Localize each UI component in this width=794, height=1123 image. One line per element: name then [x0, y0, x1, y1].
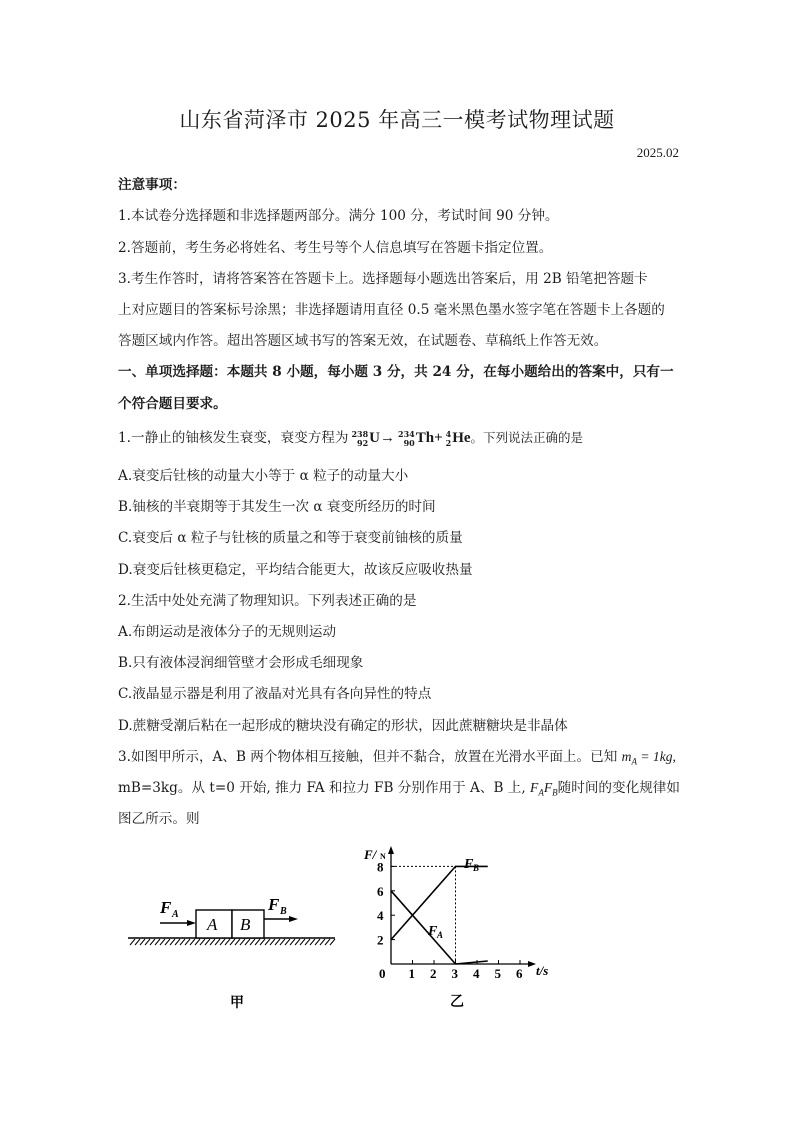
block-a-label: A	[207, 915, 218, 934]
hatch-mark	[265, 939, 270, 945]
notice-item-3-line-2: 上对应题目的答案标号涂黑；非选择题请用直径 0.5 毫米黑色墨水签字笔在答题卡上各题的	[118, 302, 665, 318]
y-axis-label: F/	[364, 847, 377, 862]
y-axis-arrowhead	[388, 846, 394, 854]
section-heading-line-1: 一、单项选择题：本题共 8 小题，每小题 3 分，共 24 分，在每小题给出的答案中，只有一	[118, 364, 674, 380]
x-tick-label: 4	[473, 966, 480, 981]
hatch-mark	[315, 939, 320, 945]
q1-stem-suffix: 。下列说法正确的是	[470, 430, 584, 445]
hatch-mark	[195, 939, 200, 945]
force-a-subscript: A	[538, 787, 544, 798]
hatch-mark	[300, 939, 305, 945]
force-b-symbol: F	[543, 780, 553, 795]
helium-nuclide-numbers	[446, 430, 452, 448]
q1-option-a: A.衰变后钍核的动量大小等于 α 粒子的动量大小	[118, 468, 409, 484]
mass-a-symbol: m	[621, 749, 632, 764]
notice-item-3-line-1: 3.考生作答时，请将答案答在答题卡上。选择题每小题选出答案后，用 2B 铅笔把答题卡	[118, 271, 648, 287]
uranium-symbol: U	[369, 430, 381, 446]
question-2-stem: 2.生活中处处充满了物理知识。下列表述正确的是	[118, 593, 417, 609]
notice-item-1: 1.本试卷分选择题和非选择题两部分。满分 100 分，考试时间 90 分钟。	[118, 208, 559, 224]
figure-jia	[120, 885, 345, 1015]
hatch-mark	[240, 939, 245, 945]
notice-heading: 注意事项：	[118, 177, 186, 193]
hatch-mark	[175, 939, 180, 945]
q1-option-d: D.衰变后钍核更稳定，平均结合能更大，故该反应吸收热量	[118, 562, 473, 578]
hatch-mark	[330, 939, 335, 945]
y-tick-label: 6	[377, 883, 384, 899]
hatch-mark	[190, 939, 195, 945]
hatch-mark	[170, 939, 175, 945]
x-axis-arrowhead	[528, 961, 536, 967]
ground-hatching	[130, 939, 335, 945]
mass-a-value: = 1kg,	[636, 749, 676, 764]
decay-arrow: →	[380, 430, 396, 446]
plus-sign: +	[434, 430, 443, 446]
x-tick-label: 5	[494, 966, 501, 981]
notice-item-2: 2.答题前，考生务必将姓名、考生号等个人信息填写在答题卡指定位置。	[118, 240, 553, 256]
hatch-mark	[220, 939, 225, 945]
hatch-mark	[130, 939, 135, 945]
hatch-mark	[260, 939, 265, 945]
hatch-mark	[185, 939, 190, 945]
thorium-symbol: Th	[415, 430, 435, 446]
series-line-fb	[391, 866, 488, 939]
q3-line1-prefix: 3.如图甲所示，A、B 两个物体相互接触，但并不黏合，放置在光滑水平面上。已知	[118, 749, 622, 765]
thorium-nuclide-numbers	[398, 430, 415, 448]
q2-option-d: D.蔗糖受潮后粘在一起形成的糖块没有确定的形状，因此蔗糖糖块是非晶体	[118, 718, 568, 734]
force-a-label-sub: A	[172, 909, 179, 920]
y-tick-label: 2	[377, 932, 384, 948]
hatch-mark	[150, 939, 155, 945]
hatch-mark	[255, 939, 260, 945]
q2-option-b: B.只有液体浸润细管壁才会形成毛细现象	[118, 655, 364, 671]
hatch-mark	[140, 939, 145, 945]
force-a-label: F	[160, 898, 172, 917]
y-axis-unit: N	[380, 852, 386, 861]
uranium-mass-number: 238	[351, 428, 369, 439]
question-3-line-2	[118, 778, 680, 803]
x-tick-label: 2	[430, 966, 437, 981]
x-tick-label: 3	[451, 966, 458, 981]
hatch-mark	[165, 939, 170, 945]
hatch-mark	[235, 939, 240, 945]
force-a-arrowhead	[187, 920, 196, 926]
series-fb-label-sub: B	[473, 863, 480, 873]
force-b-arrowhead	[289, 916, 298, 922]
figure-yi-caption: 乙	[450, 995, 464, 1010]
chart-marks	[391, 866, 488, 964]
q2-option-c: C.液晶显示器是利用了液晶对光具有各向异性的特点	[118, 686, 432, 702]
force-a-symbol: F	[530, 780, 539, 795]
figure-yi-chart	[360, 840, 575, 1015]
hatch-mark	[180, 939, 185, 945]
notice-item-3-line-3: 答题区域内作答。超出答题区域书写的答案无效，在试题卷、草稿纸上作答无效。	[118, 333, 608, 349]
helium-charge-number: 2	[445, 437, 452, 448]
x-tick-label: 0	[379, 966, 386, 981]
hatch-mark	[295, 939, 300, 945]
hatch-mark	[160, 939, 165, 945]
hatch-mark	[205, 939, 210, 945]
series-fa-label-sub: A	[437, 930, 444, 940]
series-fb-label: F	[464, 857, 474, 872]
x-axis-label: t/s	[536, 963, 549, 978]
question-3-line-1	[118, 747, 680, 772]
hatch-mark	[135, 939, 140, 945]
hatch-mark	[275, 939, 280, 945]
helium-symbol: He	[452, 430, 471, 446]
hatch-mark	[320, 939, 325, 945]
hatch-mark	[285, 939, 290, 945]
question-3-line-3: 图乙所示。则	[118, 811, 200, 827]
hatch-mark	[225, 939, 230, 945]
hatch-mark	[200, 939, 205, 945]
series-fa-label: F	[428, 924, 438, 939]
force-b-subscript: B	[552, 787, 558, 798]
force-b-label: F	[268, 895, 280, 914]
page-title: 山东省菏泽市 2025 年高三一模考试物理试题	[179, 108, 615, 132]
hatch-mark	[305, 939, 310, 945]
hatch-mark	[155, 939, 160, 945]
q3-line2-prefix: mB=3kg。从 t=0 开始, 推力 FA 和拉力 FB 分别作用于 A、B 上,	[118, 780, 531, 796]
hatch-mark	[290, 939, 295, 945]
q2-option-a: A.布朗运动是液体分子的无规则运动	[118, 624, 337, 640]
uranium-nuclide-numbers	[351, 430, 368, 448]
series-line-fa	[391, 891, 456, 964]
exam-date: 2025.02	[636, 145, 679, 160]
helium-mass-number: 4	[445, 428, 452, 439]
section-heading-line-2: 个符合题目要求。	[118, 396, 227, 412]
x-tick-label: 6	[516, 966, 523, 981]
hatch-mark	[280, 939, 285, 945]
hatch-mark	[245, 939, 250, 945]
y-tick-label: 4	[377, 908, 384, 924]
hatch-mark	[325, 939, 330, 945]
question-1-stem	[118, 428, 680, 448]
y-tick-label: 8	[377, 859, 384, 875]
force-b-label-sub: B	[280, 906, 287, 917]
x-tick-label: 1	[408, 966, 415, 981]
hatch-mark	[145, 939, 150, 945]
q1-option-b: B.铀核的半衰期等于其发生一次 α 衰变所经历的时间	[118, 499, 436, 515]
thorium-mass-number: 234	[398, 428, 415, 439]
hatch-mark	[250, 939, 255, 945]
hatch-mark	[230, 939, 235, 945]
mass-a-subscript: A	[631, 756, 637, 767]
hatch-mark	[210, 939, 215, 945]
thorium-charge-number: 90	[403, 437, 415, 448]
q1-stem-prefix: 1.一静止的铀核发生衰变，衰变方程为	[118, 430, 349, 446]
hatch-mark	[310, 939, 315, 945]
q3-line2-suffix: 随时间的变化规律如	[557, 780, 680, 796]
block-b-label: B	[240, 915, 251, 934]
figure-jia-caption: 甲	[230, 996, 244, 1011]
q1-option-c: C.衰变后 α 粒子与钍核的质量之和等于衰变前铀核的质量	[118, 530, 463, 546]
uranium-charge-number: 92	[357, 437, 369, 448]
hatch-mark	[270, 939, 275, 945]
hatch-mark	[215, 939, 220, 945]
